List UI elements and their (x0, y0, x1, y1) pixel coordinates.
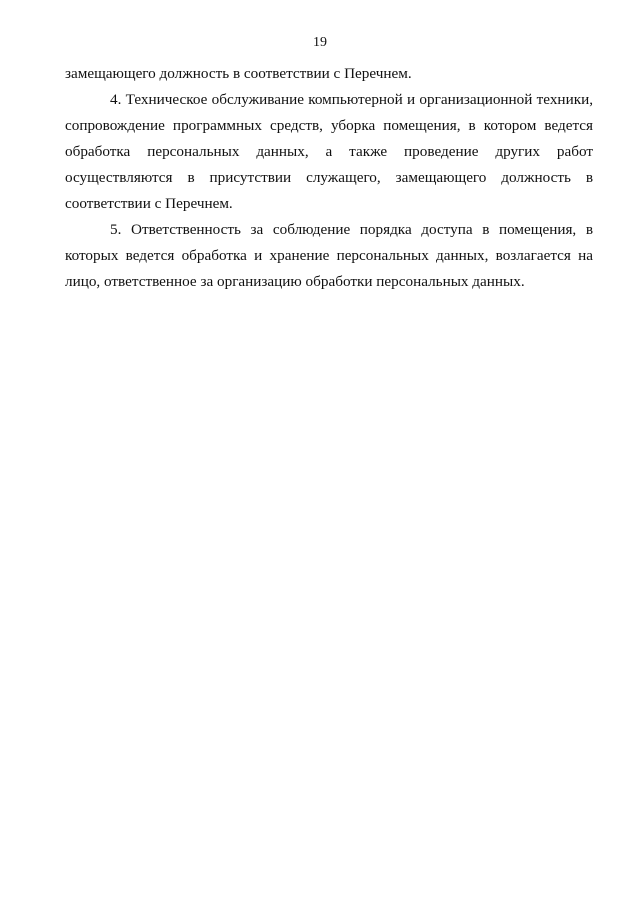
document-body (65, 61, 593, 295)
paragraph-continuation: замещающего должность в соответствии с Перечнем. (65, 65, 412, 82)
paragraph-item-4: 4. Техническое обслуживание компьютерной и организационной техники, сопровождение программных средств, уборка помещения, в котором ведется обработка персональных данных, а также проведение других работ осуществляются в присутствии служащего, замещающего должность в соответствии с Перечнем. (65, 91, 593, 212)
paragraph-item-5: 5. Ответственность за соблюдение порядка доступа в помещения, в которых ведется обработка и хранение персональных данных, возлагается на лицо, ответственное за организацию обработки персональных данных. (65, 221, 593, 290)
page-number: 19 (313, 35, 327, 50)
